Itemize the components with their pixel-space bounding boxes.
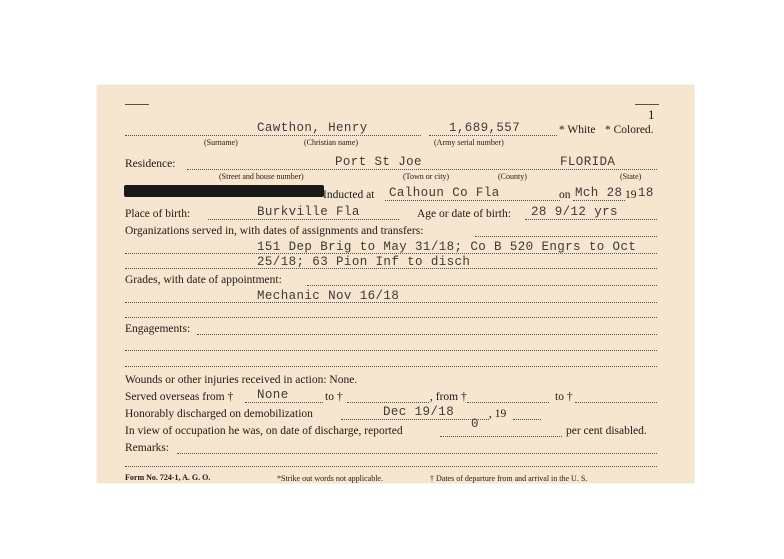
corner-rule-right [635, 104, 659, 105]
age-label: Age or date of birth: [417, 208, 511, 220]
overseas-to-label: to † [325, 391, 343, 403]
engagements-rule-0 [197, 334, 657, 335]
induction-place-line [385, 200, 560, 201]
race-colored: * Colored. [605, 124, 654, 136]
remarks-rule-1 [125, 466, 657, 467]
residence-label: Residence: [125, 158, 176, 170]
age-value: 28 9/12 yrs [531, 205, 618, 219]
occupation-line [440, 436, 562, 437]
redacted-enlisted-text [124, 185, 324, 197]
state-caption: (State) [620, 172, 642, 181]
remarks-rule-0 [177, 453, 657, 454]
overseas-to2-label: to † [555, 391, 573, 403]
induction-year-prefix: 19 [625, 189, 637, 201]
form-number: Form No. 724-1, A. G. O. [125, 473, 211, 482]
town-caption: (Town or city) [403, 172, 450, 181]
inducted-label: Inducted at [323, 189, 375, 201]
overseas-from2-line [467, 402, 549, 403]
discharge-year-line [513, 419, 541, 420]
grades-line-0 [307, 285, 657, 286]
footnote-dates: † Dates of departure from and arrival in the U. S. [430, 474, 588, 483]
organizations-line-1: 151 Dep Brig to May 31/18; Co B 520 Engrs to Oct [257, 240, 637, 254]
race-white: * White [559, 124, 596, 136]
organizations-line-0 [475, 236, 657, 237]
organizations-rule-1 [125, 253, 657, 254]
organizations-line-2: 25/18; 63 Pion Inf to disch [257, 255, 471, 269]
age-line [525, 219, 657, 220]
occupation-suffix: per cent disabled. [566, 425, 647, 437]
county-caption: (County) [498, 172, 527, 181]
service-record-card [97, 85, 694, 483]
overseas-from-line [245, 402, 323, 403]
serial-value: 1,689,557 [449, 121, 521, 135]
residence-town: Port St Joe [335, 155, 422, 169]
engagements-rule-2 [125, 366, 657, 367]
street-caption: (Street and house number) [219, 172, 304, 181]
name-line [125, 135, 421, 136]
induction-place: Calhoun Co Fla [389, 186, 500, 200]
engagements-rule-1 [125, 350, 657, 351]
serial-caption: (Army serial number) [434, 138, 504, 147]
organizations-rule-2 [125, 268, 657, 269]
overseas-label: Served overseas from † [125, 391, 234, 403]
residence-state: FLORIDA [560, 155, 616, 169]
birthplace-label: Place of birth: [125, 208, 191, 220]
grades-line-1: Mechanic Nov 16/18 [257, 289, 400, 303]
organizations-label: Organizations served in, with dates of assignments and transfers: [125, 225, 424, 237]
occupation-label: In view of occupation he was, on date of discharge, reported [125, 425, 403, 437]
overseas-to2-line [575, 402, 657, 403]
card-number: 1 [648, 107, 655, 122]
birthplace-value: Burkville Fla [257, 205, 360, 219]
discharge-date-line [341, 419, 489, 420]
induction-date: Mch 28 [575, 186, 623, 200]
induction-on-label: on [559, 189, 571, 201]
induction-date-line [573, 200, 625, 201]
christian-caption: (Christian name) [304, 138, 358, 147]
overseas-from-label: , from † [430, 391, 467, 403]
grades-label: Grades, with date of appointment: [125, 274, 282, 286]
birthplace-line [208, 219, 399, 220]
occupation-value: 0 [471, 417, 479, 431]
corner-rule-left [125, 104, 149, 105]
overseas-to-line [347, 402, 429, 403]
induction-year-suffix: 18 [638, 186, 654, 200]
wounds-label: Wounds or other injuries received in action: None. [125, 374, 358, 386]
discharge-date: Dec 19/18 [383, 405, 455, 419]
grades-rule-1 [125, 302, 657, 303]
overseas-value: None [257, 388, 289, 402]
grades-rule-2 [125, 317, 657, 318]
surname-caption: (Surname) [204, 138, 238, 147]
serial-line [429, 135, 557, 136]
discharge-year-label: , 19 [489, 408, 507, 420]
remarks-label: Remarks: [125, 442, 170, 454]
name-value: Cawthon, Henry [257, 121, 368, 135]
engagements-label: Engagements: [125, 323, 191, 335]
footnote-strike: *Strike out words not applicable. [277, 474, 383, 483]
residence-line [187, 169, 657, 170]
discharge-label: Honorably discharged on demobilization [125, 408, 313, 420]
